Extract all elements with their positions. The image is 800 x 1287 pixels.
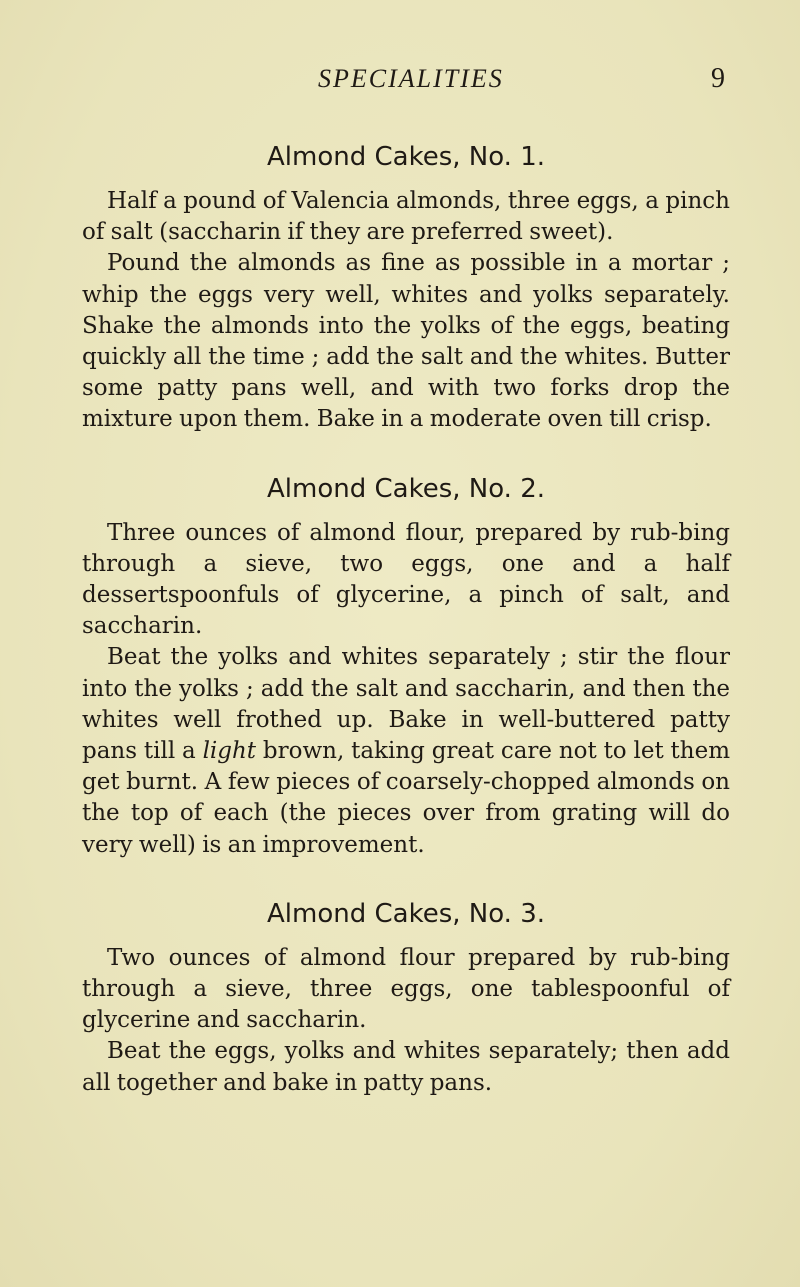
- recipe-almond-cakes-1: [82, 140, 730, 436]
- recipe-almond-cakes-3: [82, 897, 730, 1099]
- running-head: [0, 64, 800, 104]
- running-title: SPECIALITIES: [318, 64, 504, 93]
- method-paragraph: [82, 642, 730, 860]
- ingredients-paragraph: Two ounces of almond flour prepared by rub-bing through a sieve, three eggs, one tablespoonful of glycerine and saccharin.: [82, 944, 730, 1034]
- page-number: 9: [711, 63, 725, 94]
- recipe-title: Almond Cakes, No. 3.: [266, 898, 545, 929]
- ingredients-paragraph: Half a pound of Valencia almonds, three eggs, a pinch of salt (saccharin if they are preferred sweet).: [82, 188, 730, 246]
- recipe-title: Almond Cakes, No. 2.: [266, 473, 545, 504]
- emphasis-text: light: [202, 738, 257, 765]
- method-text: Beat the yolks and whites separately ; stir the flour into the yolks ; add the salt and saccharin, and then the whites well frothed up. Bake in well-buttered patty pans till a: [82, 644, 730, 765]
- method-paragraph: Beat the eggs, yolks and whites separately; then add all together and bake in patty pans.: [82, 1038, 730, 1096]
- recipe-title: Almond Cakes, No. 1.: [266, 142, 545, 172]
- method-paragraph: Pound the almonds as fine as possible in a mortar ; whip the eggs very well, whites and yolks separately. Shake the almonds into the yolks of the eggs, beating quickly all the time ; add the salt and the whites. Butter some patty pans well, and with two forks drop the mixture upon them. Bake in a moderate oven till crisp.: [82, 250, 730, 433]
- recipe-almond-cakes-2: [82, 472, 730, 861]
- body-text: [82, 140, 730, 1099]
- method-text: brown, taking great care not to let them get burnt. A few pieces of coarsely-chopped almonds on the top of each (the pieces over from grating will do very well) is an improvement.: [82, 738, 730, 858]
- ingredients-paragraph: Three ounces of almond flour, prepared by rub-bing through a sieve, two eggs, one and a half dessertspoonfuls of glycerine, a pinch of salt, and saccharin.: [82, 519, 730, 640]
